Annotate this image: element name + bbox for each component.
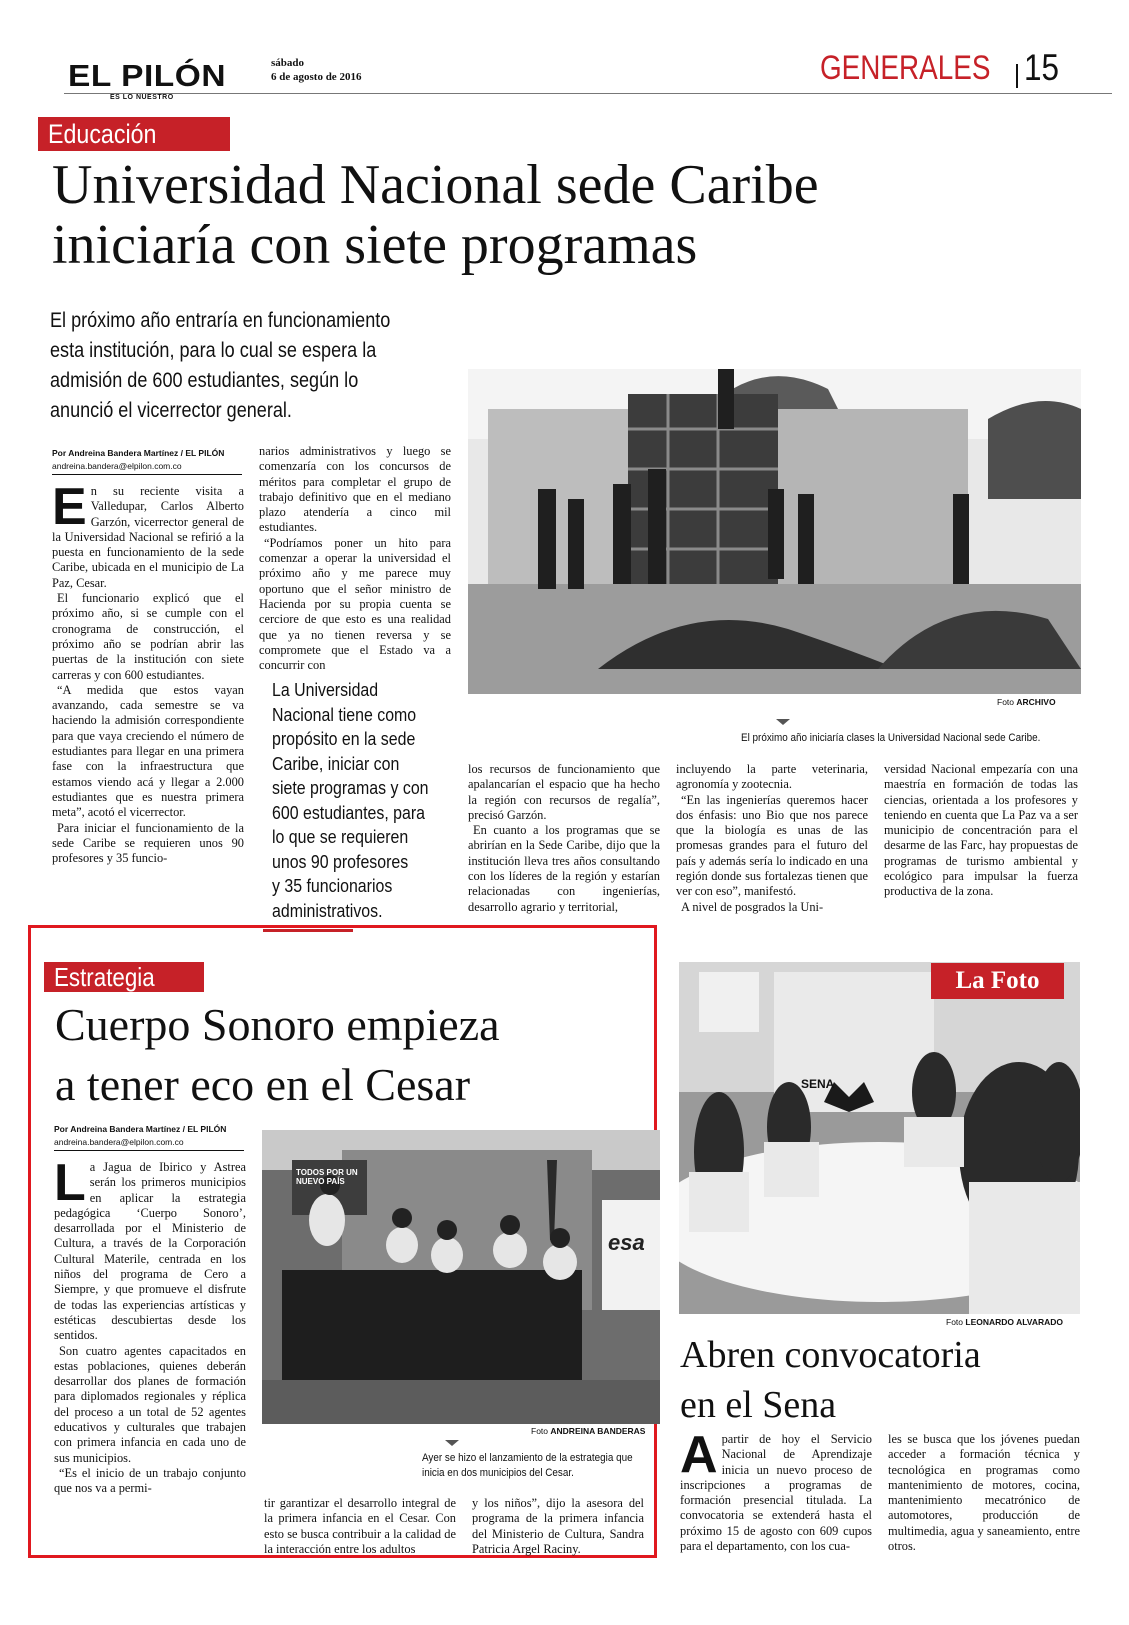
deck-line: anunció el vicerrector general. — [50, 399, 292, 422]
paragraph: El funcionario explicó que el próximo año, si se cumple con el cronograma de construcción, el próximo año se podrían abrir las puertas de la institución con siete carreras y con 600 estudiantes. — [52, 591, 244, 682]
article1-column-3 — [468, 762, 660, 915]
dropcap: A — [680, 1426, 718, 1484]
paragraph: los recursos de funcionamiento que apalancarían el espacio que ha hecho la región con recursos de regalía”, precisó Garzón. — [468, 762, 660, 822]
construction-photo — [468, 369, 1081, 694]
pullquote — [272, 678, 444, 923]
photo2-credit — [531, 1426, 645, 1436]
section-name: GENERALES — [820, 49, 991, 87]
header-rule — [64, 93, 1112, 94]
caption-marker — [776, 719, 790, 725]
photo3-credit — [946, 1317, 1063, 1327]
paragraph: Para iniciar el funcionamiento de la sede Caribe se requieren unos 90 profesores y 35 funcio- — [52, 820, 244, 866]
sena-meeting-photo — [679, 962, 1080, 1314]
pullquote-line: siete programas y con — [272, 777, 429, 798]
photo2-caption — [422, 1451, 656, 1481]
paragraph: les se busca que los jóvenes puedan acceder a formación técnica y tecnológica en programas como mantenimiento de motores, cocina, mantenimiento mecatrónico de automotores, producción de multimedia, agua y saneamiento, entre otros. — [888, 1432, 1080, 1554]
pullquote-line: Caribe, iniciar con — [272, 752, 400, 774]
pullquote-line: unos 90 profesores — [272, 850, 409, 872]
deck-line: El próximo año entraría en funcionamiento — [50, 309, 391, 332]
paragraph: incluyendo la parte veterinaria, agronomía y zootecnia. — [676, 762, 868, 792]
headline-line: Cuerpo Sonoro empieza — [55, 999, 500, 1050]
paragraph: A nivel de posgrados la Uni- — [681, 899, 824, 914]
paragraph: n su reciente visita a Valledupar, Carlos Alberto Garzón, vicerrector general de la Universidad Nacional se refirió a la puesta en funcionamiento de la sede Caribe, ubicada en el municipio de La Paz, Cesar. — [52, 484, 244, 590]
issue-day: sábado — [271, 57, 305, 69]
pullquote-line: La Universidad — [272, 679, 379, 700]
credit-name: ARCHIVO — [1016, 697, 1056, 707]
la-foto-label: La Foto — [931, 963, 1064, 999]
article1-column-5 — [884, 762, 1078, 900]
article2-email[interactable]: andreina.bandera@elpilon.com.co — [54, 1137, 184, 1147]
sena-sign-text: SENA — [801, 1077, 835, 1091]
credit-prefix: Foto — [997, 697, 1015, 707]
paragraph: Son cuatro agentes capacitados en estas poblaciones, quienes deberán desarrollar dos planes de formación para diplomados regionales y réplica del proceso a un total de 52 agentes educativos y culturales que trabajen con primera infancia en cada uno de sus municipios. — [54, 1343, 246, 1465]
article2-column-2 — [264, 1496, 456, 1557]
caption-marker — [445, 1440, 459, 1446]
headline-line: en el Sena — [680, 1384, 837, 1427]
headline-line: Abren convocatoria — [680, 1334, 981, 1376]
pullquote-line: lo que se requieren — [272, 826, 409, 847]
article1-column-1 — [52, 478, 244, 866]
dropcap: L — [54, 1154, 86, 1212]
caption-line: inicia en dos municipios del Cesar. — [422, 1467, 574, 1479]
article3-headline — [680, 1330, 981, 1430]
launch-event-photo — [262, 1130, 660, 1424]
paragraph: “Es el inicio de un trabajo conjunto que nos va a permi- — [54, 1465, 246, 1496]
kicker-estrategia: Estrategia — [44, 962, 204, 992]
headline-line: a tener eco en el Cesar — [55, 1058, 471, 1110]
paragraph: narios administrativos y luego se comenzaría con los concursos de méritos para completar el grupo de trabajo definitivo que en el mediano plazo atendería a cinco mil estudiantes. — [259, 444, 451, 535]
pullquote-line: y 35 funcionarios — [272, 875, 393, 896]
article1-deck — [50, 306, 463, 426]
credit-prefix: Foto — [946, 1317, 964, 1327]
photo1-credit — [997, 697, 1056, 707]
pullquote-line: Nacional tiene como — [272, 703, 417, 725]
kicker-educacion: Educación — [38, 117, 230, 151]
pullquote-line: 600 estudiantes, para — [272, 801, 426, 823]
paragraph: “Podríamos poner un hito para comenzar a operar la universidad el próximo año y me parece muy oportuno que el señor ministro de Hacienda por su propia cuenta se cerciore de que esto es una realidad que ya no tienen reversa y se compromete que el Estado va a concurrir con — [259, 535, 451, 673]
article3-column-2 — [888, 1432, 1080, 1554]
article3-column-1 — [680, 1426, 872, 1554]
article2-column-1 — [54, 1154, 246, 1497]
credit-name: LEONARDO ALVARADO — [965, 1317, 1063, 1327]
paragraph: a Jagua de Ibirico y Astrea serán los primeros municipios en aplicar la estrategia pedagógica ‘Cuerpo Sonoro’, desarrollada por el Ministerio de Cultura, a través de la Corporación Cultural Materile, centrada en los niños del programa de Cero a Siempre, y que promueve el disfrute de todas las experiencias artísticas y estéticas descubiertas desde los sentidos. — [54, 1160, 246, 1343]
headline-line: Universidad Nacional sede Caribe — [52, 154, 819, 216]
article1-column-2 — [259, 444, 451, 673]
construction-photo-graphic — [468, 369, 1081, 694]
photo1-caption: El próximo año iniciaría clases la Universidad Nacional sede Caribe. — [741, 732, 1041, 744]
header-separator — [1016, 64, 1018, 88]
credit-name: ANDREINA BANDERAS — [550, 1426, 646, 1436]
photo-banner-text: TODOS POR UN NUEVO PAÍS — [296, 1168, 358, 1186]
article1-email[interactable]: andreina.bandera@elpilon.com.co — [52, 461, 182, 471]
newspaper-logo: EL PILÓN — [68, 58, 227, 93]
paragraph: En cuanto a los programas que se abrirían en la Sede Caribe, dijo que la institución lleva tres años consultando con los líderes de la región y estarían relacionadas con ingenierías, desarrollo agrario y territorial, — [468, 823, 660, 914]
paragraph: “A medida que estos vayan avanzando, cada semestre se va haciendo la admisión correspondiente para que vaya creciendo el número de estudiantes para llegar en una primera fase con la infraestructura que estamos viendo acá y llegar a 2.000 estudiantes que es nuestra primera meta”, acotó el vicerrector. — [52, 682, 244, 820]
paragraph: partir de hoy el Servicio Nacional de Aprendizaje inicia un nuevo proceso de inscripciones a programas de formación presencial titulada. La convocatoria se extenderá hasta el próximo 15 de agosto con 609 cupos para el departamento, con los cua- — [680, 1432, 872, 1554]
sena-meeting-photo-graphic — [679, 962, 1080, 1314]
deck-line: admisión de 600 estudiantes, según lo — [50, 369, 359, 392]
logo-tagline: ES LO NUESTRO — [110, 94, 174, 101]
dropcap: E — [52, 478, 87, 536]
article1-byline: Por Andreina Bandera Martínez / EL PILÓN — [52, 448, 225, 458]
issue-date: 6 de agosto de 2016 — [271, 71, 362, 83]
headline-line: iniciaría con siete programas — [52, 213, 698, 276]
byline-rule — [52, 474, 242, 475]
byline-rule — [54, 1150, 244, 1151]
pullquote-line: propósito en la sede — [272, 728, 416, 749]
page-number: 15 — [1024, 47, 1059, 88]
article2-column-3 — [472, 1496, 644, 1557]
article2-byline: Por Andreina Bandera Martínez / EL PILÓN — [54, 1124, 227, 1134]
article1-column-4 — [676, 762, 868, 915]
caption-line: Ayer se hizo el lanzamiento de la estrategia que — [422, 1452, 633, 1464]
credit-prefix: Foto — [531, 1426, 549, 1436]
paragraph: versidad Nacional empezaría con una maestría en formación de todas las ciencias, orientada a los profesores y teniendo en cuenta que La Paz va a ser municipio de concentración para el desarme de las Farc, hay propuestas de programas de turismo ambiental y ecológico para impulsar la fuerza productiva de la zona. — [884, 762, 1078, 899]
paragraph: tir garantizar el desarrollo integral de la primera infancia en el Cesar. Con esto se busca contribuir a la calidad de la interacción entre los adultos — [264, 1496, 456, 1556]
article1-headline — [52, 156, 819, 276]
paragraph: “En las ingenierías queremos hacer dos énfasis: uno Bio que nos parece que la biología es unas de las promesas grandes para el futuro del país y además sería lo indicado en una región donde sus fortalezas tienen que ver con eso”, manifestó. — [676, 792, 868, 899]
article2-headline — [55, 995, 500, 1115]
photo-sign-text: esa — [608, 1230, 645, 1255]
deck-line: esta institución, para lo cual se espera la — [50, 339, 377, 362]
pullquote-line: administrativos. — [272, 899, 383, 921]
paragraph: y los niños”, dijo la asesora del programa de la primera infancia del Ministerio de Cultura, Sandra Patricia Argel Raciny. — [472, 1496, 644, 1556]
